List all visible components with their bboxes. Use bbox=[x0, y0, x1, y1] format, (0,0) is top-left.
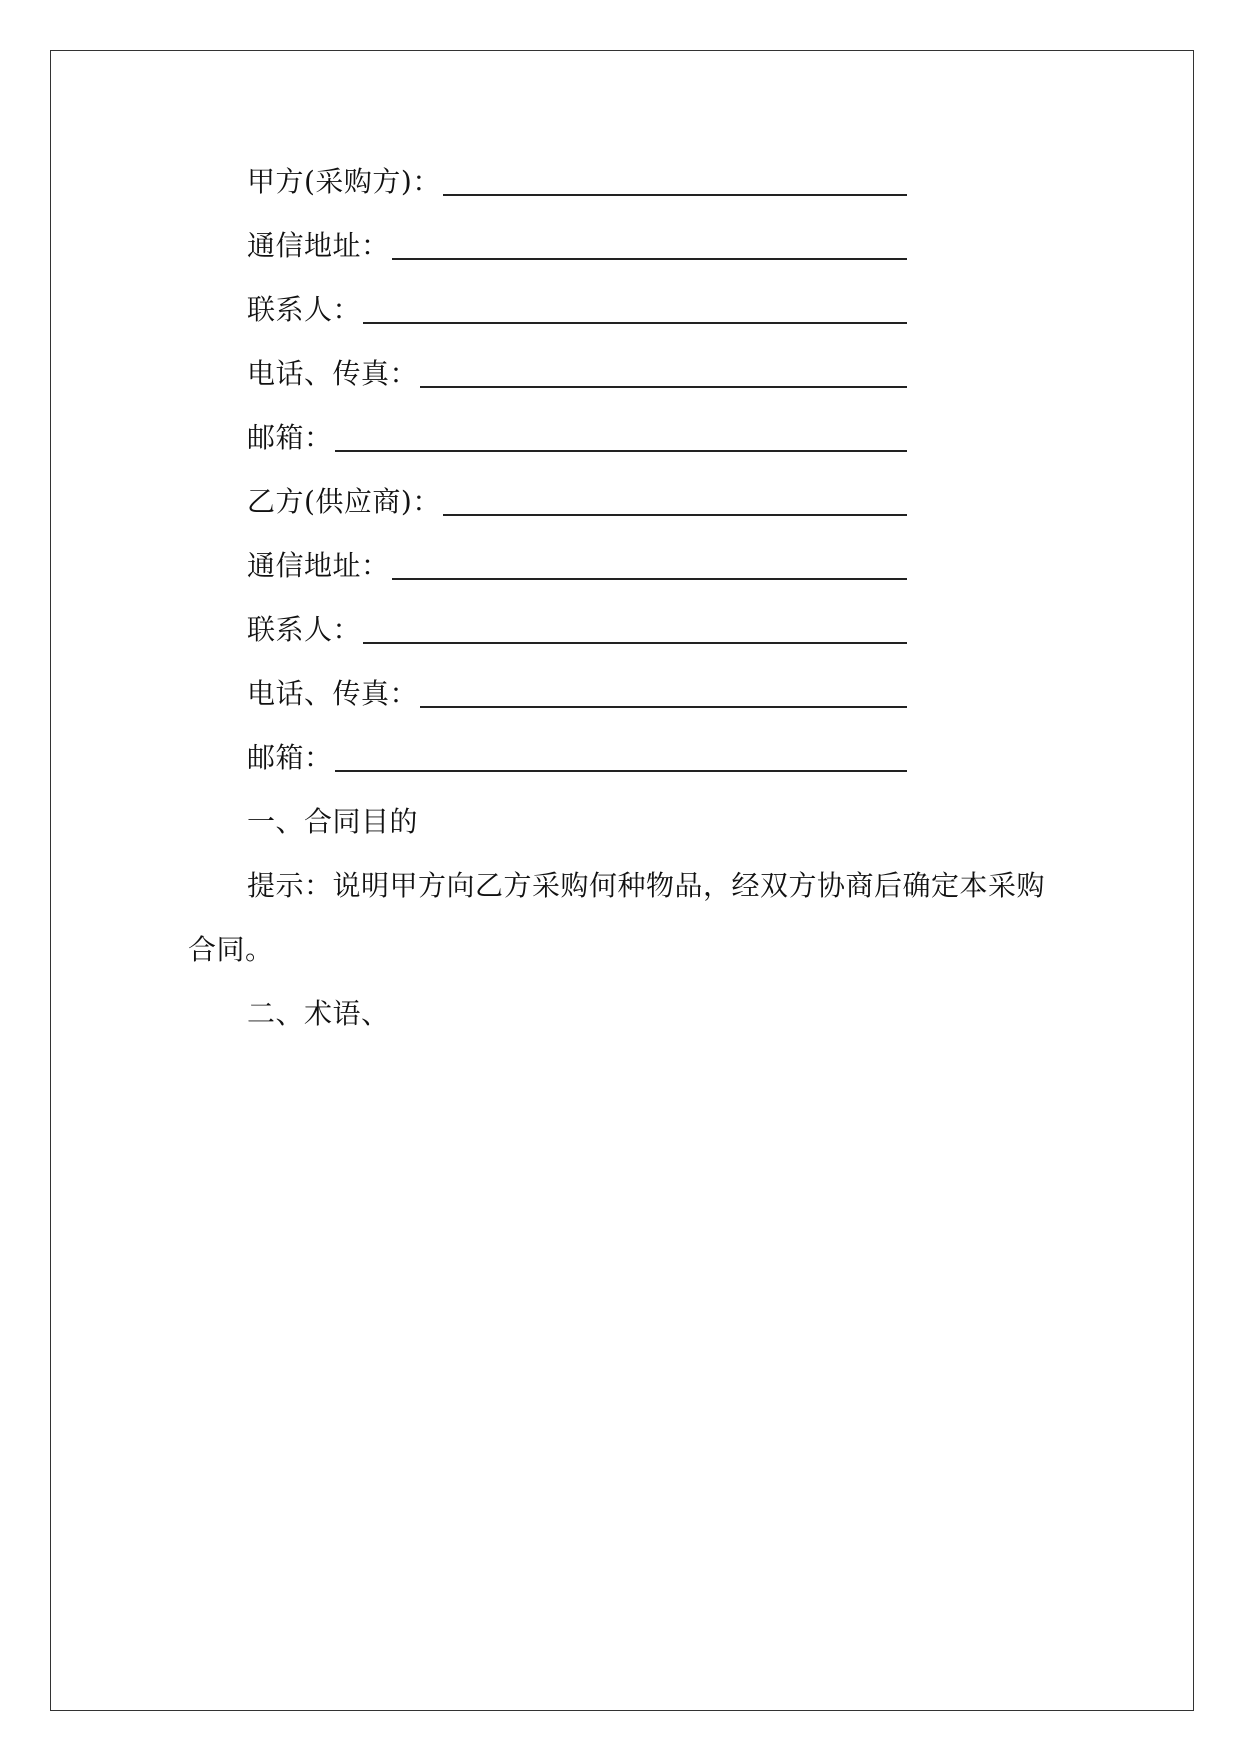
party-b-address-field bbox=[247, 548, 907, 584]
party-a-phone-fax-blank[interactable] bbox=[420, 386, 907, 388]
party-b-title-field bbox=[247, 484, 907, 520]
party-b-phone-fax-blank[interactable] bbox=[420, 706, 907, 708]
party-a-contact-field bbox=[247, 292, 907, 328]
party-b-title-blank[interactable] bbox=[443, 514, 907, 516]
party-b-title-label: 乙方(供应商)： bbox=[247, 485, 441, 518]
party-a-contact-blank[interactable] bbox=[363, 322, 907, 324]
party-b-contact-field bbox=[247, 612, 907, 648]
party-a-address-field bbox=[247, 228, 907, 264]
party-a-email-field bbox=[247, 420, 907, 456]
party-a-phone-fax-label: 电话、传真： bbox=[247, 357, 419, 390]
party-a-title-blank[interactable] bbox=[443, 194, 907, 196]
party-a-phone-fax-field bbox=[247, 356, 907, 392]
party-b-email-field bbox=[247, 740, 907, 776]
party-b-contact-label: 联系人： bbox=[247, 613, 362, 646]
party-b-email-blank[interactable] bbox=[335, 770, 907, 772]
party-b-address-blank[interactable] bbox=[392, 578, 907, 580]
party-a-contact-label: 联系人： bbox=[247, 293, 362, 326]
section-1-heading: 一、合同目的 bbox=[247, 805, 419, 838]
party-b-contact-blank[interactable] bbox=[363, 642, 907, 644]
party-a-address-blank[interactable] bbox=[392, 258, 907, 260]
party-b-email-label: 邮箱： bbox=[247, 741, 333, 774]
party-a-email-blank[interactable] bbox=[335, 450, 907, 452]
section-2-heading: 二、术语、 bbox=[247, 997, 390, 1030]
section-1-hint-line-2: 合同。 bbox=[188, 933, 274, 966]
party-a-title-label: 甲方(采购方)： bbox=[247, 165, 441, 198]
party-a-title-field bbox=[247, 164, 907, 200]
party-b-phone-fax-label: 电话、传真： bbox=[247, 677, 419, 710]
party-b-address-label: 通信地址： bbox=[247, 549, 390, 582]
party-b-phone-fax-field bbox=[247, 676, 907, 712]
party-a-email-label: 邮箱： bbox=[247, 421, 333, 454]
section-1-hint-line-1: 提示：说明甲方向乙方采购何种物品，经双方协商后确定本采购 bbox=[247, 869, 1046, 902]
party-a-address-label: 通信地址： bbox=[247, 229, 390, 262]
